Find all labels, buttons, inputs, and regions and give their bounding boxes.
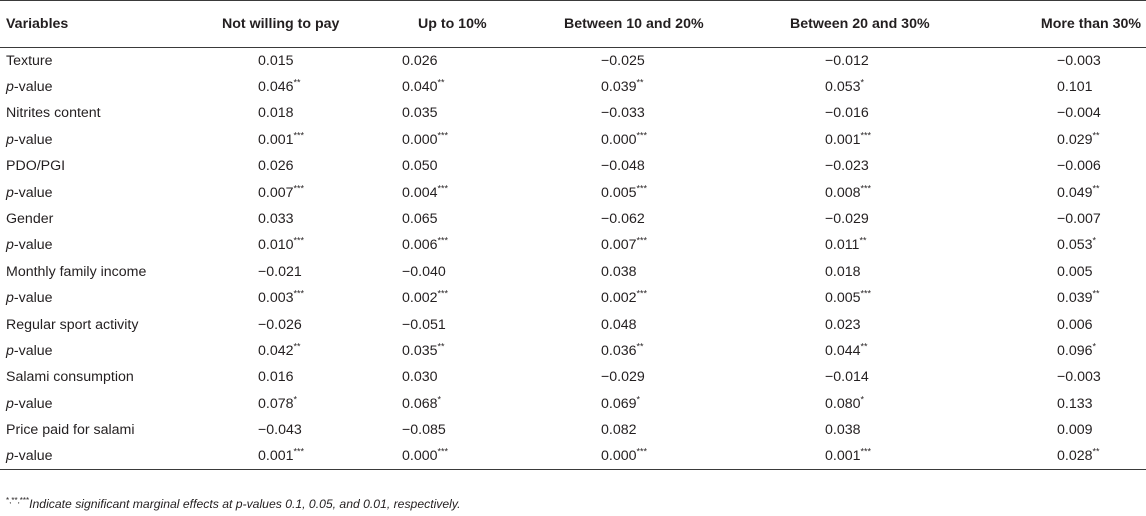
significance-stars: ***	[860, 288, 872, 299]
cell-col-4	[736, 100, 946, 126]
cell-value: 0.000	[601, 131, 637, 148]
cell-col-1	[212, 100, 400, 126]
cell-value: −0.029	[601, 369, 645, 386]
cell-col-1	[212, 206, 400, 232]
row-label-text: -value	[13, 184, 53, 201]
cell-value: −0.029	[825, 211, 869, 228]
cell-col-3	[528, 285, 736, 311]
cell-col-1	[212, 127, 400, 153]
cell-value: −0.033	[601, 105, 645, 122]
row-label-text: Regular sport activity	[6, 316, 139, 333]
cell-col-5	[946, 285, 1146, 311]
row-label	[0, 311, 212, 337]
cell-value: 0.049	[1057, 184, 1093, 201]
cell-value: 0.011	[825, 237, 860, 254]
cell-value: 0.005	[601, 184, 637, 201]
row-label-text: -value	[13, 79, 53, 96]
table-row-effect	[0, 48, 1146, 74]
cell-col-5	[946, 311, 1146, 337]
cell-value: 0.023	[825, 316, 861, 333]
row-label-text: -value	[13, 448, 53, 465]
cell-value: 0.050	[402, 158, 438, 175]
row-label	[0, 153, 212, 179]
cell-value: 0.007	[258, 184, 294, 201]
row-label-text: Nitrites content	[6, 105, 101, 122]
footnote-marks: *,**,***	[6, 495, 30, 505]
cell-col-1	[212, 338, 400, 364]
significance-stars: ***	[293, 446, 305, 457]
cell-value: 0.036	[601, 342, 637, 359]
footnote-text-before: Indicate significant marginal effects at	[29, 497, 236, 511]
table-header	[0, 1, 1146, 48]
cell-value: 0.048	[601, 316, 637, 333]
significance-stars: *	[1092, 235, 1097, 246]
cell-col-2	[400, 179, 528, 205]
cell-value: 0.033	[258, 211, 294, 228]
footnote-text-after: -values 0.1, 0.05, and 0.01, respectively.	[242, 497, 461, 511]
significance-stars: ***	[636, 446, 648, 457]
row-label	[0, 74, 212, 100]
cell-col-3	[528, 232, 736, 258]
cell-value: 0.065	[402, 211, 438, 228]
cell-value: 0.082	[601, 422, 637, 439]
cell-col-1	[212, 153, 400, 179]
cell-value: −0.003	[1057, 52, 1101, 69]
table-row-pvalue	[0, 127, 1146, 153]
cell-value: −0.040	[402, 263, 446, 280]
cell-col-2	[400, 391, 528, 417]
significance-stars: ***	[860, 182, 872, 193]
header-up-to-10: Up to 10%	[400, 1, 528, 48]
row-label	[0, 285, 212, 311]
footnote-italic-p: p	[235, 497, 243, 511]
cell-col-4	[736, 259, 946, 285]
cell-value: −0.016	[825, 105, 869, 122]
cell-col-3	[528, 364, 736, 390]
cell-col-4	[736, 127, 946, 153]
significance-stars: ***	[437, 130, 449, 141]
significance-stars: ***	[293, 235, 305, 246]
cell-col-2	[400, 153, 528, 179]
significance-stars: ***	[293, 130, 305, 141]
cell-col-3	[528, 127, 736, 153]
cell-value: 0.133	[1057, 395, 1093, 412]
cell-col-3	[528, 179, 736, 205]
cell-value: 0.008	[825, 184, 861, 201]
row-label	[0, 100, 212, 126]
cell-value: 0.068	[402, 395, 438, 412]
row-label-italic: p	[6, 448, 14, 465]
cell-col-2	[400, 364, 528, 390]
cell-col-1	[212, 179, 400, 205]
cell-col-5	[946, 338, 1146, 364]
cell-value: 0.010	[258, 237, 294, 254]
significance-stars: ***	[437, 182, 449, 193]
cell-value: 0.069	[601, 395, 637, 412]
cell-value: 0.080	[825, 395, 861, 412]
cell-value: −0.021	[258, 263, 302, 280]
cell-value: 0.005	[1057, 263, 1093, 280]
significance-stars: **	[1092, 182, 1100, 193]
row-label-text: Price paid for salami	[6, 422, 135, 439]
cell-col-5	[946, 127, 1146, 153]
cell-value: 0.003	[258, 290, 294, 307]
cell-value: 0.018	[258, 105, 294, 122]
cell-col-4	[736, 338, 946, 364]
significance-stars: **	[293, 341, 301, 352]
cell-value: 0.018	[825, 263, 861, 280]
table-footnote	[6, 497, 460, 511]
table-row-effect	[0, 364, 1146, 390]
cell-col-4	[736, 285, 946, 311]
row-label	[0, 127, 212, 153]
cell-col-3	[528, 48, 736, 74]
cell-value: −0.003	[1057, 369, 1101, 386]
cell-col-3	[528, 311, 736, 337]
cell-value: 0.002	[601, 290, 637, 307]
cell-col-2	[400, 443, 528, 469]
significance-stars: ***	[437, 288, 449, 299]
cell-col-3	[528, 74, 736, 100]
cell-value: −0.006	[1057, 158, 1101, 175]
cell-col-3	[528, 391, 736, 417]
cell-col-4	[736, 232, 946, 258]
cell-col-4	[736, 48, 946, 74]
cell-value: 0.035	[402, 105, 438, 122]
cell-col-5	[946, 206, 1146, 232]
cell-value: 0.028	[1057, 448, 1093, 465]
cell-col-1	[212, 259, 400, 285]
significance-stars: **	[1092, 288, 1100, 299]
cell-value: 0.038	[825, 422, 861, 439]
cell-value: 0.007	[601, 237, 637, 254]
cell-value: 0.040	[402, 79, 438, 96]
significance-stars: ***	[636, 288, 648, 299]
cell-value: −0.004	[1057, 105, 1101, 122]
cell-col-5	[946, 259, 1146, 285]
cell-col-3	[528, 153, 736, 179]
cell-col-1	[212, 48, 400, 74]
cell-col-5	[946, 179, 1146, 205]
row-label	[0, 179, 212, 205]
significance-stars: **	[1092, 130, 1100, 141]
cell-value: 0.078	[258, 395, 294, 412]
row-label	[0, 443, 212, 469]
cell-value: −0.023	[825, 158, 869, 175]
row-label-italic: p	[6, 184, 14, 201]
cell-value: 0.035	[402, 342, 438, 359]
significance-stars: *	[293, 394, 298, 405]
row-label-text: Salami consumption	[6, 369, 134, 386]
row-label-italic: p	[6, 131, 14, 148]
cell-col-2	[400, 74, 528, 100]
row-label	[0, 206, 212, 232]
cell-value: 0.001	[825, 131, 861, 148]
significance-stars: **	[437, 77, 445, 88]
cell-value: −0.012	[825, 52, 869, 69]
cell-col-5	[946, 417, 1146, 443]
cell-value: 0.000	[601, 448, 637, 465]
cell-col-3	[528, 100, 736, 126]
cell-value: 0.039	[601, 79, 637, 96]
header-between-20-30: Between 20 and 30%	[736, 1, 946, 48]
cell-col-1	[212, 364, 400, 390]
cell-value: 0.009	[1057, 422, 1093, 439]
cell-value: 0.000	[402, 131, 438, 148]
cell-value: −0.007	[1057, 211, 1101, 228]
cell-value: −0.025	[601, 52, 645, 69]
cell-col-5	[946, 100, 1146, 126]
cell-col-2	[400, 338, 528, 364]
row-label	[0, 417, 212, 443]
cell-value: 0.096	[1057, 342, 1093, 359]
cell-col-1	[212, 311, 400, 337]
table-row-effect	[0, 206, 1146, 232]
cell-value: 0.026	[402, 52, 438, 69]
row-label-text: PDO/PGI	[6, 158, 66, 175]
table-row-effect	[0, 259, 1146, 285]
row-label	[0, 232, 212, 258]
header-not-willing-to-pay: Not willing to pay	[212, 1, 400, 48]
cell-value: 0.006	[402, 237, 438, 254]
row-label-italic: p	[6, 237, 14, 254]
cell-value: 0.053	[825, 79, 861, 96]
significance-stars: **	[636, 77, 644, 88]
cell-value: −0.062	[601, 211, 645, 228]
cell-col-2	[400, 206, 528, 232]
significance-stars: ***	[636, 235, 648, 246]
cell-col-5	[946, 443, 1146, 469]
cell-col-1	[212, 417, 400, 443]
table-row-pvalue	[0, 338, 1146, 364]
row-label-italic: p	[6, 342, 14, 359]
cell-col-5	[946, 153, 1146, 179]
row-label-text: Gender	[6, 211, 54, 228]
cell-col-4	[736, 443, 946, 469]
cell-value: −0.026	[258, 316, 302, 333]
cell-value: 0.044	[825, 342, 861, 359]
cell-col-4	[736, 74, 946, 100]
row-label-italic: p	[6, 79, 14, 96]
cell-value: 0.001	[258, 448, 294, 465]
cell-value: 0.000	[402, 448, 438, 465]
cell-col-4	[736, 206, 946, 232]
cell-col-1	[212, 285, 400, 311]
significance-stars: ***	[437, 235, 449, 246]
row-label-text: -value	[13, 131, 53, 148]
cell-value: 0.029	[1057, 131, 1093, 148]
cell-col-2	[400, 48, 528, 74]
row-label-text: -value	[13, 342, 53, 359]
significance-stars: ***	[860, 446, 872, 457]
significance-stars: **	[859, 235, 867, 246]
cell-col-5	[946, 74, 1146, 100]
cell-value: 0.006	[1057, 316, 1093, 333]
cell-col-1	[212, 74, 400, 100]
row-label	[0, 364, 212, 390]
significance-stars: **	[1092, 446, 1100, 457]
significance-stars: *	[860, 77, 865, 88]
table-row-pvalue	[0, 232, 1146, 258]
cell-value: 0.005	[825, 290, 861, 307]
table-row-pvalue	[0, 391, 1146, 417]
table-row-effect	[0, 417, 1146, 443]
table-body	[0, 48, 1146, 470]
cell-col-2	[400, 100, 528, 126]
cell-col-5	[946, 364, 1146, 390]
cell-col-5	[946, 391, 1146, 417]
cell-value: 0.053	[1057, 237, 1093, 254]
row-label	[0, 338, 212, 364]
cell-col-4	[736, 179, 946, 205]
table-row-effect	[0, 153, 1146, 179]
table-row-pvalue	[0, 74, 1146, 100]
cell-col-4	[736, 417, 946, 443]
row-label-italic: p	[6, 395, 14, 412]
cell-value: −0.048	[601, 158, 645, 175]
significance-stars: *	[437, 394, 442, 405]
table-row-pvalue	[0, 179, 1146, 205]
cell-col-3	[528, 259, 736, 285]
cell-value: −0.014	[825, 369, 869, 386]
row-label-text: -value	[13, 290, 53, 307]
cell-col-2	[400, 417, 528, 443]
header-row	[0, 1, 1146, 48]
significance-stars: ***	[636, 130, 648, 141]
cell-value: 0.046	[258, 79, 294, 96]
row-label-text: Monthly family income	[6, 263, 147, 280]
header-more-than-30: More than 30%	[946, 1, 1146, 48]
header-between-10-20: Between 10 and 20%	[528, 1, 736, 48]
cell-value: 0.026	[258, 158, 294, 175]
cell-value: 0.001	[258, 131, 294, 148]
cell-value: 0.030	[402, 369, 438, 386]
cell-col-4	[736, 391, 946, 417]
cell-col-5	[946, 48, 1146, 74]
cell-col-2	[400, 285, 528, 311]
table-row-effect	[0, 311, 1146, 337]
significance-stars: **	[293, 77, 301, 88]
cell-col-1	[212, 443, 400, 469]
cell-col-3	[528, 206, 736, 232]
cell-value: 0.016	[258, 369, 294, 386]
significance-stars: **	[860, 341, 868, 352]
cell-col-2	[400, 127, 528, 153]
table-row-pvalue	[0, 443, 1146, 469]
significance-stars: *	[860, 394, 865, 405]
cell-value: 0.101	[1057, 79, 1093, 96]
row-label-text: Texture	[6, 52, 53, 69]
cell-col-3	[528, 443, 736, 469]
row-label-text: -value	[13, 395, 53, 412]
row-label	[0, 259, 212, 285]
row-label-italic: p	[6, 290, 14, 307]
cell-value: 0.039	[1057, 290, 1093, 307]
header-variables: Variables	[0, 1, 212, 48]
cell-col-4	[736, 311, 946, 337]
significance-stars: ***	[636, 182, 648, 193]
cell-col-4	[736, 364, 946, 390]
cell-col-2	[400, 311, 528, 337]
significance-stars: *	[636, 394, 641, 405]
cell-value: −0.051	[402, 316, 446, 333]
significance-stars: *	[1092, 341, 1097, 352]
significance-stars: ***	[293, 182, 305, 193]
row-label	[0, 391, 212, 417]
cell-value: 0.038	[601, 263, 637, 280]
cell-value: 0.004	[402, 184, 438, 201]
cell-col-5	[946, 232, 1146, 258]
row-label	[0, 48, 212, 74]
significance-stars: ***	[293, 288, 305, 299]
cell-value: 0.002	[402, 290, 438, 307]
cell-col-2	[400, 232, 528, 258]
cell-col-1	[212, 232, 400, 258]
cell-col-3	[528, 338, 736, 364]
cell-value: −0.043	[258, 422, 302, 439]
cell-value: −0.085	[402, 422, 446, 439]
table-row-effect	[0, 100, 1146, 126]
cell-value: 0.042	[258, 342, 294, 359]
table-row-pvalue	[0, 285, 1146, 311]
significance-stars: **	[636, 341, 644, 352]
cell-col-4	[736, 153, 946, 179]
significance-stars: ***	[437, 446, 449, 457]
cell-col-3	[528, 417, 736, 443]
cell-col-2	[400, 259, 528, 285]
cell-value: 0.001	[825, 448, 861, 465]
cell-col-1	[212, 391, 400, 417]
row-label-text: -value	[13, 237, 53, 254]
significance-stars: **	[437, 341, 445, 352]
significance-stars: ***	[860, 130, 872, 141]
cell-value: 0.015	[258, 52, 294, 69]
